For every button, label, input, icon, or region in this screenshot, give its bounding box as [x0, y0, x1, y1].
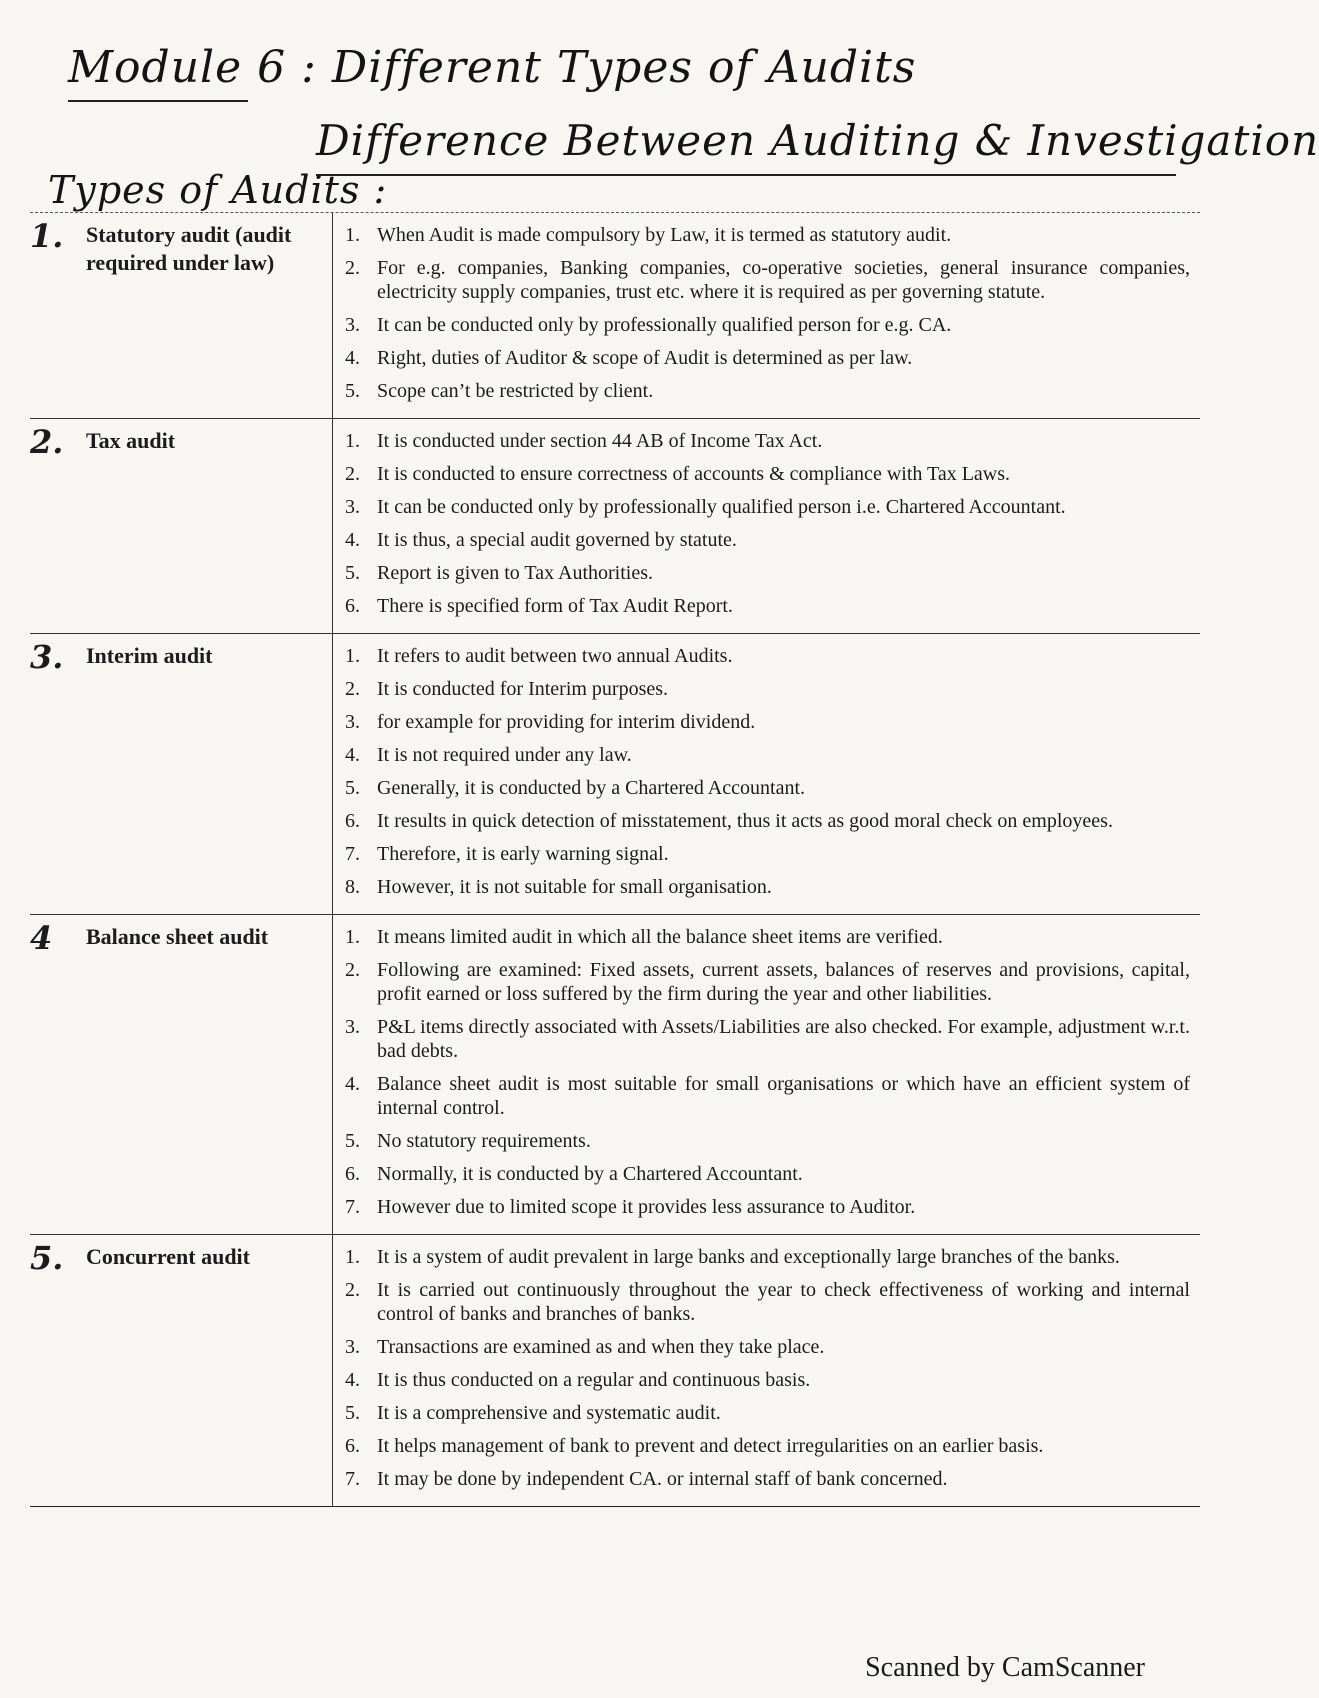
point-number: 7. — [345, 843, 360, 865]
point-number: 5. — [345, 777, 360, 799]
audit-type-name: Concurrent audit — [86, 1244, 250, 1269]
point-number: 2. — [345, 1279, 360, 1301]
audit-point — [345, 462, 1190, 486]
point-text: It is conducted to ensure correctness of accounts & compliance with Tax Laws. — [377, 463, 1011, 485]
point-number: 2. — [345, 257, 360, 279]
point-text: It refers to audit between two annual Audits. — [377, 645, 733, 667]
audit-number: 5. — [30, 1239, 64, 1277]
audit-point — [345, 925, 1190, 949]
audit-row — [30, 419, 1200, 634]
point-number: 5. — [345, 1130, 360, 1152]
audit-point — [345, 958, 1190, 1006]
audit-point — [345, 1467, 1190, 1491]
point-number: 4. — [345, 347, 360, 369]
point-number: 7. — [345, 1196, 360, 1218]
audit-type-name: Balance sheet audit — [86, 924, 269, 949]
audit-row — [30, 634, 1200, 915]
audit-points-cell — [333, 915, 1200, 1234]
audit-point — [345, 875, 1190, 899]
point-text: It is a system of audit prevalent in large banks and exceptionally large branches of the banks. — [377, 1246, 1120, 1268]
point-number: 5. — [345, 380, 360, 402]
audit-types-table — [30, 212, 1200, 1507]
audit-point — [345, 1335, 1190, 1359]
point-number: 6. — [345, 1435, 360, 1457]
audit-type-name: Tax audit — [86, 428, 176, 453]
point-text: It is conducted for Interim purposes. — [377, 678, 669, 700]
audit-point — [345, 1401, 1190, 1425]
point-text: Following are examined: Fixed assets, current assets, balances of reserves and provisions, capital, profit earned or loss suffered by the firm during the year and other liabilities. — [377, 959, 1190, 1005]
audit-point — [345, 809, 1190, 833]
point-number: 4. — [345, 1369, 360, 1391]
audit-points-cell — [333, 634, 1200, 914]
point-number: 1. — [345, 224, 360, 246]
point-number: 6. — [345, 810, 360, 832]
point-text: However, it is not suitable for small organisation. — [377, 876, 772, 898]
audit-row — [30, 1235, 1200, 1507]
point-number: 2. — [345, 463, 360, 485]
audit-point — [345, 1195, 1190, 1219]
point-number: 5. — [345, 562, 360, 584]
audit-points-cell — [333, 419, 1200, 633]
point-number: 3. — [345, 314, 360, 336]
point-number: 3. — [345, 1016, 360, 1038]
point-number: 1. — [345, 645, 360, 667]
audit-point — [345, 1129, 1190, 1153]
page-subtitle: Difference Between Auditing & Investigation — [316, 116, 1319, 165]
point-text: It is thus conducted on a regular and continuous basis. — [377, 1369, 811, 1391]
audit-point — [345, 495, 1190, 519]
audit-point — [345, 644, 1190, 668]
point-text: It is thus, a special audit governed by statute. — [377, 529, 737, 551]
point-text: Transactions are examined as and when they take place. — [377, 1336, 825, 1358]
point-number: 8. — [345, 876, 360, 898]
point-number: 1. — [345, 926, 360, 948]
audit-point — [345, 313, 1190, 337]
point-text: P&L items directly associated with Assets/Liabilities are also checked. For example, adjustment w.r.t. bad debts. — [377, 1016, 1190, 1062]
point-text: No statutory requirements. — [377, 1130, 591, 1152]
audit-point — [345, 223, 1190, 247]
subtitle-underline — [316, 174, 1176, 176]
audit-number: 4 — [30, 919, 53, 957]
audit-number: 2. — [30, 423, 64, 461]
point-number: 4. — [345, 1073, 360, 1095]
point-text: Normally, it is conducted by a Chartered Accountant. — [377, 1163, 803, 1185]
point-number: 6. — [345, 595, 360, 617]
point-text: It is a comprehensive and systematic audit. — [377, 1402, 721, 1424]
audit-point — [345, 528, 1190, 552]
point-text: It can be conducted only by professionally qualified person i.e. Chartered Accountant. — [377, 496, 1066, 518]
audit-point — [345, 743, 1190, 767]
audit-point — [345, 677, 1190, 701]
audit-point — [345, 776, 1190, 800]
title-underline — [68, 100, 248, 102]
point-text: It helps management of bank to prevent and detect irregularities on an earlier basis. — [377, 1435, 1044, 1457]
audit-point — [345, 346, 1190, 370]
point-number: 4. — [345, 529, 360, 551]
point-text: It is conducted under section 44 AB of Income Tax Act. — [377, 430, 823, 452]
audit-point — [345, 1072, 1190, 1120]
audit-point — [345, 379, 1190, 403]
audit-number: 1. — [30, 217, 64, 255]
audit-point — [345, 429, 1190, 453]
audit-type-cell — [30, 419, 333, 633]
point-text: It may be done by independent CA. or internal staff of bank concerned. — [377, 1468, 948, 1490]
point-text: Report is given to Tax Authorities. — [377, 562, 653, 584]
audit-point — [345, 1245, 1190, 1269]
point-number: 1. — [345, 1246, 360, 1268]
point-text: It results in quick detection of misstatement, thus it acts as good moral check on employees. — [377, 810, 1113, 832]
point-text: It is carried out continuously throughout the year to check effectiveness of working and internal control of banks and branches of banks. — [377, 1279, 1190, 1325]
module-title: Module 6 : Different Types of Audits — [68, 42, 917, 93]
audit-point — [345, 710, 1190, 734]
point-text: for example for providing for interim dividend. — [377, 711, 756, 733]
point-text: Scope can’t be restricted by client. — [377, 380, 654, 402]
audit-point — [345, 1278, 1190, 1326]
audit-type-cell — [30, 213, 333, 418]
point-number: 6. — [345, 1163, 360, 1185]
audit-point — [345, 256, 1190, 304]
audit-point — [345, 1368, 1190, 1392]
point-text: Right, duties of Auditor & scope of Audit is determined as per law. — [377, 347, 913, 369]
point-text: However due to limited scope it provides less assurance to Auditor. — [377, 1196, 916, 1218]
audit-row — [30, 915, 1200, 1235]
audit-point — [345, 1015, 1190, 1063]
point-number: 3. — [345, 496, 360, 518]
audit-point — [345, 1162, 1190, 1186]
point-text: For e.g. companies, Banking companies, co-operative societies, general insurance companies, electricity supply companies, trust etc. where it is required as per governing statute. — [377, 257, 1190, 303]
point-number: 2. — [345, 959, 360, 981]
section-heading: Types of Audits : — [48, 168, 388, 212]
point-text: It is not required under any law. — [377, 744, 632, 766]
audit-type-cell — [30, 915, 333, 1234]
point-number: 5. — [345, 1402, 360, 1424]
audit-point — [345, 561, 1190, 585]
audit-points-cell — [333, 213, 1200, 418]
point-number: 7. — [345, 1468, 360, 1490]
audit-type-name: Interim audit — [86, 643, 213, 668]
point-text: There is specified form of Tax Audit Report. — [377, 595, 733, 617]
point-text: It means limited audit in which all the balance sheet items are verified. — [377, 926, 943, 948]
audit-point — [345, 842, 1190, 866]
audit-row — [30, 213, 1200, 419]
point-number: 2. — [345, 678, 360, 700]
audit-type-cell — [30, 1235, 333, 1506]
audit-type-name: Statutory audit (audit required under law) — [86, 222, 292, 275]
audit-points-cell — [333, 1235, 1200, 1506]
audit-type-cell — [30, 634, 333, 914]
audit-point — [345, 1434, 1190, 1458]
point-text: Balance sheet audit is most suitable for small organisations or which have an efficient system of internal control. — [377, 1073, 1190, 1119]
point-text: Generally, it is conducted by a Chartered Accountant. — [377, 777, 805, 799]
point-number: 3. — [345, 711, 360, 733]
point-number: 1. — [345, 430, 360, 452]
audit-point — [345, 594, 1190, 618]
scanner-watermark: Scanned by CamScanner — [865, 1652, 1145, 1683]
point-text: When Audit is made compulsory by Law, it is termed as statutory audit. — [377, 224, 952, 246]
point-text: Therefore, it is early warning signal. — [377, 843, 669, 865]
point-number: 3. — [345, 1336, 360, 1358]
audit-number: 3. — [30, 638, 64, 676]
point-number: 4. — [345, 744, 360, 766]
point-text: It can be conducted only by professionally qualified person for e.g. CA. — [377, 314, 952, 336]
